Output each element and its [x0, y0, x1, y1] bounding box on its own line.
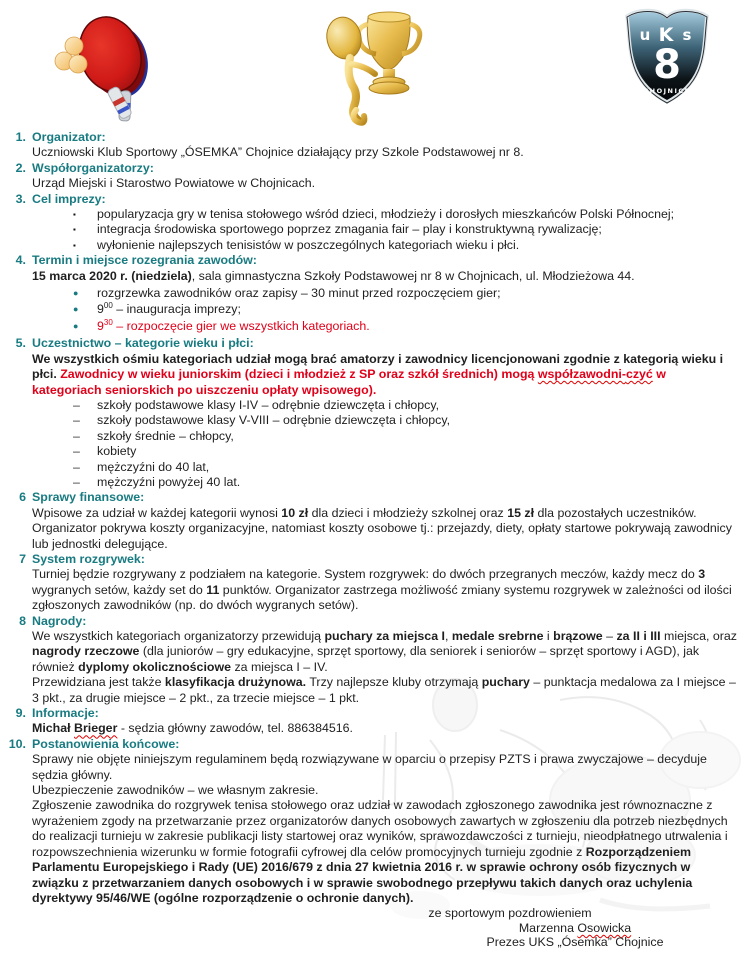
section-number: 5.: [15, 336, 26, 351]
list-item: [32, 319, 738, 334]
text-segment: dla pozostałych uczestników. Organizator pokrywa koszty organizacyjne, natomiast koszty osobowe tj.: przejazdy, diety, opłaty startowe pokrywają zawodnicy lub jednostki delegujące.: [32, 505, 732, 551]
text-segment: medale srebrne: [451, 629, 544, 643]
text-segment: szkoły podstawowe klasy V-VIII – odrębnie dziewczęta i chłopcy,: [97, 413, 451, 428]
signature-name: Marzenna Osowicka: [518, 921, 632, 935]
text-segment: nagrody rzeczowe: [32, 644, 140, 659]
section-title: System rozgrywek:: [32, 551, 145, 566]
list-item-text: [97, 319, 738, 334]
text-segment: integracja środowiska sportowego poprzez zmagania fair – play i konstruktywną rywalizację;: [97, 222, 602, 237]
text-segment: za miejsca I – IV.: [231, 659, 328, 674]
logo-number-8: 8: [653, 42, 681, 88]
list-item-text: [97, 460, 738, 475]
text-segment: 11: [206, 582, 220, 597]
text-segment: 10 zł: [281, 505, 309, 520]
text-segment: Trzy najlepsze kluby otrzymają: [306, 675, 482, 690]
logo-letter-s: s: [682, 26, 692, 44]
dash-bullet-icon: –: [73, 444, 80, 459]
paragraph: [32, 269, 738, 284]
list-item: [32, 429, 738, 444]
section-6: [0, 490, 750, 552]
text-segment: We wszystkich kategoriach organizatorzy przewidują: [32, 629, 325, 643]
logo-letter-k: K: [658, 24, 674, 46]
section-number: 7: [19, 551, 26, 566]
text-segment: Wpisowe za udział w każdej kategorii wynosi: [32, 505, 282, 520]
list-item-text: [97, 302, 738, 317]
list-item-text: [97, 444, 738, 459]
section-content: [32, 192, 738, 254]
list-item-text: [97, 413, 738, 428]
paragraph: [32, 352, 738, 398]
square-bullet-icon: ▪: [73, 225, 76, 235]
text-segment: szkoły podstawowe klasy I-IV – odrębnie dziewczęta i chłopcy,: [97, 397, 440, 412]
text-segment: punktów. Organizator zastrzega możliwość zmiany systemu rozgrywek w zależności od ilości zgłoszonych zawodników (np. do dwóch wygranych setów).: [32, 582, 732, 613]
text-segment: za II i III: [616, 629, 661, 643]
list-item-text: [97, 222, 738, 237]
text-segment: kobiety: [97, 444, 137, 459]
square-bullet-icon: ▪: [73, 240, 76, 250]
list-item: [32, 222, 738, 237]
section-content: [32, 614, 738, 706]
section-7: [0, 552, 750, 614]
text-segment: wyłonienie najlepszych tenisistów w poszczególnych kategoriach wieku i płci.: [97, 237, 520, 252]
table-tennis-paddles-image: [52, 8, 162, 123]
text-segment: Zawodnicy w wieku juniorskim (dzieci i młodzież z SP oraz szkół średnich) mogą: [60, 367, 538, 382]
text-segment: Rozporządzeniem Parlamentu Europejskiego i Rady (UE) 2016/679 z dnia 27 kwietnia 2016 r. w sprawie ochrony osób fizycznych w związku z przetwarzaniem danych osobowych i w sprawie swobodnego przepływu takich danych oraz uchylenia dyrektywy 95/46/WE (ogólne rozporządzenie o ochronie danych).: [32, 844, 693, 905]
text-segment: - sędzia główny zawodów, tel. 886384516.: [117, 721, 353, 736]
text-segment: puchary za miejsca I: [324, 629, 445, 643]
square-bullet-icon: ▪: [73, 210, 76, 220]
signature-surname: Osowicka: [577, 921, 632, 935]
text-segment: Urząd Miejski i Starostwo Powiatowe w Chojnicach.: [32, 176, 316, 191]
logo-letter-u: u: [639, 26, 651, 44]
section-title: Sprawy finansowe:: [32, 490, 145, 505]
text-segment: Michał: [32, 721, 74, 736]
text-segment: miejsca, oraz: [660, 629, 737, 643]
section-1: [0, 130, 750, 161]
dash-bullet-icon: –: [73, 413, 80, 428]
section-title: Postanowienia końcowe:: [32, 736, 180, 751]
list-item: [32, 413, 738, 428]
section-content: [32, 490, 738, 552]
section-9: [0, 706, 750, 737]
paragraph: [32, 567, 738, 613]
list-item: [32, 302, 738, 317]
text-segment: ,: [444, 629, 452, 643]
text-segment: – punktacja medalowa za I miejsce – 3 pkt., za drugie miejsce – 2 pkt., za trzecie miejsce – 1 pkt.: [32, 675, 736, 705]
section-content: [32, 253, 738, 336]
section-content: [32, 161, 738, 192]
text-segment: 9: [97, 302, 104, 317]
text-segment: współzawodni-: [537, 367, 626, 382]
section-title: Cel imprezy:: [32, 191, 106, 206]
dot-bullet-icon: ●: [73, 321, 79, 332]
section-title: Uczestnictwo – kategorie wieku i płci:: [32, 336, 254, 351]
paragraph: [32, 629, 738, 675]
list-item-text: [97, 238, 738, 253]
section-number: 3.: [15, 191, 26, 206]
text-segment: 15 zł: [507, 505, 535, 520]
paragraph: [32, 506, 738, 552]
section-10: [0, 737, 750, 906]
section-content: [32, 336, 738, 490]
text-segment: – rozpoczęcie gier we wszystkich kategoriach.: [112, 319, 370, 334]
list-item: [32, 207, 738, 222]
text-segment: 9: [97, 319, 104, 334]
list-item-text: [97, 429, 738, 444]
text-segment: (dla juniorów – gry edukacyjne, sprzęt sportowy, dla seniorek i seniorów – sprzęt sportowy i AGD), jak również: [32, 644, 700, 674]
text-segment: mężczyźni powyżej 40 lat.: [97, 474, 241, 489]
section-4: [0, 253, 750, 336]
text-segment: czyć: [625, 367, 653, 382]
text-segment: wygranych setów, każdy set do: [32, 582, 207, 597]
section-5: [0, 336, 750, 490]
text-segment: brązowe: [553, 629, 603, 643]
text-segment: puchary: [481, 675, 530, 690]
list-item-text: [97, 398, 738, 413]
paragraph: [32, 675, 738, 706]
text-segment: 30: [103, 318, 113, 328]
regulations-body: [0, 130, 750, 906]
section-2: [0, 161, 750, 192]
section-content: [32, 706, 738, 737]
dash-bullet-icon: –: [73, 397, 80, 412]
gold-trophy-figure-image: [298, 2, 433, 130]
text-segment: We wszystkich ośmiu kategoriach udział mogą brać amatorzy i zawodnicy licencjonowani zgodnie z kategorią wieku i płci.: [32, 351, 724, 382]
text-segment: rozgrzewka zawodników oraz zapisy – 30 minut przed rozpoczęciem gier;: [97, 285, 501, 300]
section-title: Współorganizatorzy:: [32, 160, 154, 175]
section-title: Nagrody:: [32, 613, 87, 628]
text-segment: Brieger: [74, 721, 118, 736]
section-number: 8: [19, 613, 26, 628]
text-segment: Zgłoszenie zawodnika do rozgrywek tenisa stołowego oraz udział w zawodach zgłoszonego zawodnika jest równoznaczne z wyrażeniem zgody na przetwarzanie przez organizatorów danych osobowych zawartych w zgłoszeniu dla potrzeb niezbędnych do realizacji turnieju w zakresie publikacji listy startowej oraz wyników, sprawozdawczości z turnieju, nieodpłatnego utrwalenia i rozpowszechnienia wizerunku w formie fotografii cyfrowej dla celów promocyjnych turnieju zgodnie z: [32, 798, 728, 859]
text-segment: Uczniowski Klub Sportowy „ÓSEMKA” Chojnice działający przy Szkole Podstawowej nr 8.: [32, 145, 524, 160]
text-segment: Sprawy nie objęte niniejszym regulaminem będą rozwiązywane w oparciu o przepisy PZTS i prawa zwyczajowe – decyduje sędzia główny.: [32, 752, 707, 782]
dash-bullet-icon: –: [73, 428, 80, 443]
list-item: [32, 444, 738, 459]
section-number: 10.: [8, 736, 26, 751]
list-item-text: [97, 207, 738, 222]
text-segment: –: [602, 629, 617, 643]
text-segment: mężczyźni do 40 lat,: [97, 459, 210, 474]
paragraph: [32, 798, 738, 906]
list-item-text: [97, 475, 738, 490]
closing-greeting: ze sportowym pozdrowieniem: [428, 906, 592, 920]
text-segment: dyplomy okolicznościowe: [78, 659, 231, 674]
paragraph: [32, 176, 738, 191]
text-segment: Przewidziana jest także: [32, 675, 165, 690]
paragraph: [32, 721, 738, 736]
text-segment: popularyzacja gry w tenisa stołowego wśród dzieci, młodzieży i dorosłych mieszkańców Polski Północnej;: [97, 207, 675, 222]
section-3: [0, 192, 750, 254]
list-item: [32, 238, 738, 253]
section-number: 9.: [15, 706, 26, 721]
dash-bullet-icon: –: [73, 474, 80, 489]
section-content: [32, 130, 738, 161]
signature-title: Prezes UKS „Ósemka” Chojnice: [486, 935, 664, 949]
list-item: [32, 475, 738, 490]
text-segment: Ubezpieczenie zawodników – we własnym zakresie.: [32, 783, 319, 798]
section-number: 2.: [15, 160, 26, 175]
section-content: [32, 737, 738, 906]
text-segment: dla dzieci i młodzieży szkolnej oraz: [308, 505, 508, 520]
text-segment: 00: [103, 301, 113, 311]
text-segment: 3: [698, 567, 706, 582]
text-segment: – inauguracja imprezy;: [112, 302, 241, 317]
uks8-club-crest-image: [616, 2, 718, 110]
section-title: Organizator:: [32, 130, 106, 144]
paragraph: [32, 145, 738, 160]
logo-city-chojnice: CHOJNICE: [643, 87, 691, 95]
section-title: Termin i miejsce rozegrania zawodów:: [32, 253, 257, 268]
section-title: Informacje:: [32, 706, 99, 721]
text-segment: szkoły średnie – chłopcy,: [97, 428, 234, 443]
section-8: [0, 614, 750, 706]
paragraph: [32, 783, 738, 798]
section-content: [32, 552, 738, 614]
text-segment: Turniej będzie rozgrywany z podziałem na kategorie. System rozgrywek: do dwóch przegranych meczów, każdy mecz do: [32, 567, 699, 582]
list-item: [32, 398, 738, 413]
section-number: 4.: [15, 253, 26, 268]
paragraph: [32, 752, 738, 783]
list-item-text: [97, 286, 738, 301]
dot-bullet-icon: ●: [73, 304, 79, 315]
text-segment: , sala gimnastyczna Szkoły Podstawowej nr 8 w Chojnicach, ul. Młodzieżowa 44.: [191, 268, 635, 283]
section-number: 6: [19, 490, 26, 505]
dash-bullet-icon: –: [73, 459, 80, 474]
list-item: [32, 286, 738, 301]
text-segment: 15 marca 2020 r. (niedziela): [32, 268, 192, 283]
text-segment: i: [543, 629, 554, 643]
list-item: [32, 460, 738, 475]
text-segment: w kategoriach seniorskich po uiszczeniu opłaty wpisowego).: [32, 367, 666, 397]
text-segment: klasyfikacja drużynowa.: [164, 675, 307, 690]
dot-bullet-icon: ●: [73, 287, 79, 298]
section-number: 1.: [15, 130, 26, 144]
